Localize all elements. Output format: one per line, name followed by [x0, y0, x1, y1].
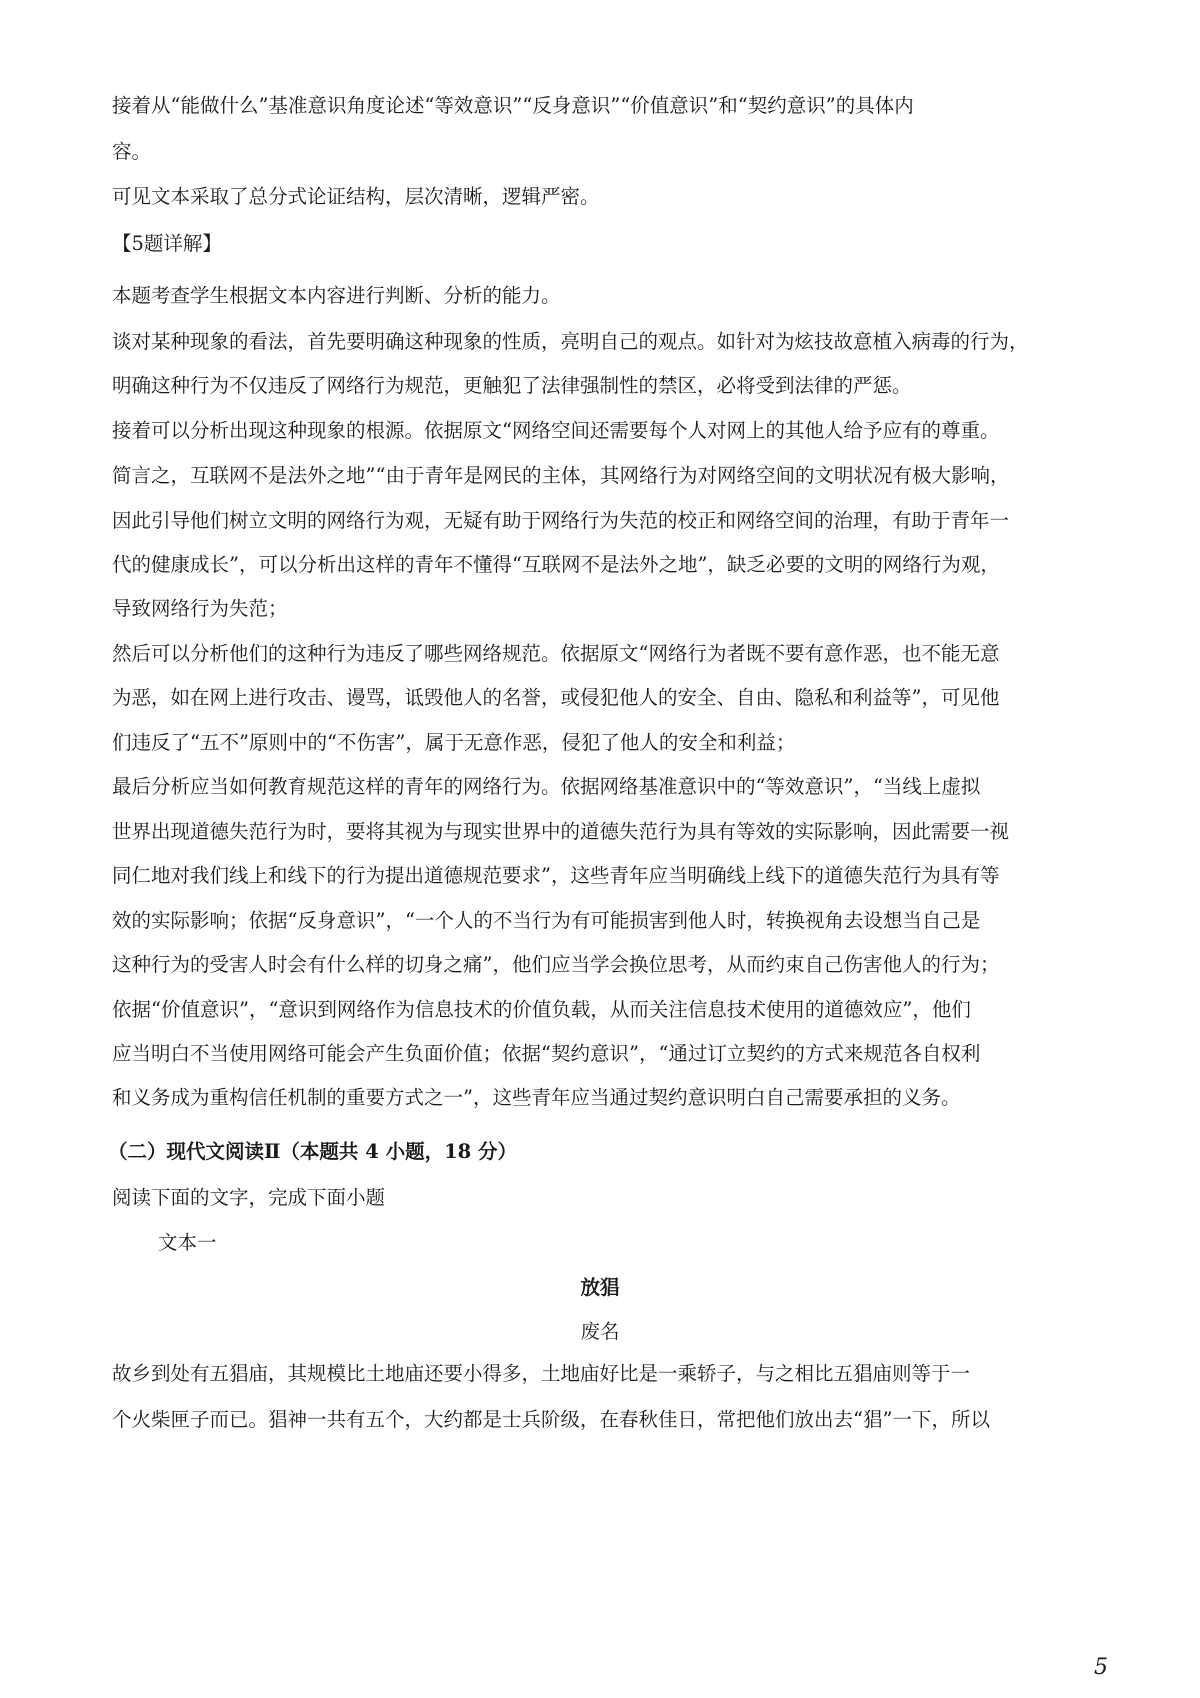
q5-line: 应当明白不当使用网络可能会产生负面价值；依据“契约意识”，“通过订立契约的方式来规范各自权利 — [112, 1042, 981, 1065]
q5-line: 因此引导他们树立文明的网络行为观，无疑有助于网络行为失范的校正和网络空间的治理，有助于青年一 — [112, 509, 1010, 532]
q5-line: 本题考查学生根据文本内容进行判断、分析的能力。 — [112, 284, 561, 307]
article-line: 故乡到处有五猖庙，其规模比土地庙还要小得多，土地庙好比是一乘轿子，与之相比五猖庙则等于一 — [112, 1362, 971, 1385]
q5-line: 和义务成为重构信任机制的重要方式之一”，这些青年应当通过契约意识明白自己需要承担的义务。 — [112, 1086, 961, 1109]
reading-instruction: 阅读下面的文字，完成下面小题 — [112, 1186, 386, 1209]
q5-line: 简言之，互联网不是法外之地”“由于青年是网民的主体，其网络行为对网络空间的文明状况有极大影响， — [112, 464, 1010, 487]
q5-line: 依据“价值意识”，“意识到网络作为信息技术的价值负载，从而关注信息技术使用的道德效应”，他们 — [112, 998, 971, 1021]
q5-line: 谈对某种现象的看法，首先要明确这种现象的性质，亮明自己的观点。如针对为炫技故意植入病毒的行为， — [112, 330, 1029, 353]
q5-line: 为恶，如在网上进行攻击、谩骂，诋毁他人的名誉，或侵犯他人的安全、自由、隐私和利益等”，可见他 — [112, 686, 1000, 709]
text-label: 文本一 — [158, 1231, 217, 1254]
q5-line: 明确这种行为不仅违反了网络行为规范，更触犯了法律强制性的禁区，必将受到法律的严惩。 — [112, 374, 912, 397]
text-line: 可见文本采取了总分式论证结构，层次清晰，逻辑严密。 — [112, 185, 600, 208]
q5-line: 们违反了“五不”原则中的“不伤害”，属于无意作恶，侵犯了他人的安全和利益； — [112, 731, 796, 754]
q5-line: 世界出现道德失范行为时，要将其视为与现实世界中的道德失范行为具有等效的实际影响，因此需要一视 — [112, 820, 1010, 843]
q5-heading: 【5题详解】 — [112, 232, 222, 255]
article-author: 废名 — [580, 1320, 620, 1343]
q5-line: 然后可以分析他们的这种行为违反了哪些网络规范。依据原文“网络行为者既不要有意作恶，也不能无意 — [112, 642, 1000, 665]
text-line: 容。 — [112, 140, 152, 163]
section-heading: （二）现代文阅读Ⅱ（本题共 4 小题，18 分） — [108, 1140, 518, 1163]
q5-line: 导致网络行为失范； — [112, 597, 288, 620]
q5-line: 这种行为的受害人时会有什么样的切身之痛”，他们应当学会换位思考，从而约束自己伤害他人的行为； — [112, 953, 1000, 976]
q5-line: 代的健康成长”，可以分析出这样的青年不懂得“互联网不是法外之地”，缺乏必要的文明的网络行为观， — [112, 553, 1000, 576]
q5-line: 最后分析应当如何教育规范这样的青年的网络行为。依据网络基准意识中的“等效意识”，“当线上虚拟 — [112, 775, 981, 798]
article-line: 个火柴匣子而已。猖神一共有五个，大约都是士兵阶级，在春秋佳日，常把他们放出去“猖”一下，所以 — [112, 1408, 990, 1431]
q5-line: 效的实际影响；依据“反身意识”，“一个人的不当行为有可能损害到他人时，转换视角去设想当自己是 — [112, 909, 981, 932]
text-line: 接着从“能做什么”基准意识角度论述“等效意识”“反身意识”“价值意识”和“契约意识”的具体内 — [112, 94, 914, 117]
page-number: 5 — [1094, 1655, 1108, 1680]
q5-line: 接着可以分析出现这种现象的根源。依据原文“网络空间还需要每个人对网上的其他人给予应有的尊重。 — [112, 419, 1000, 442]
q5-line: 同仁地对我们线上和线下的行为提出道德规范要求”，这些青年应当明确线上线下的道德失范行为具有等 — [112, 864, 1000, 887]
article-title: 放猖 — [580, 1276, 620, 1299]
